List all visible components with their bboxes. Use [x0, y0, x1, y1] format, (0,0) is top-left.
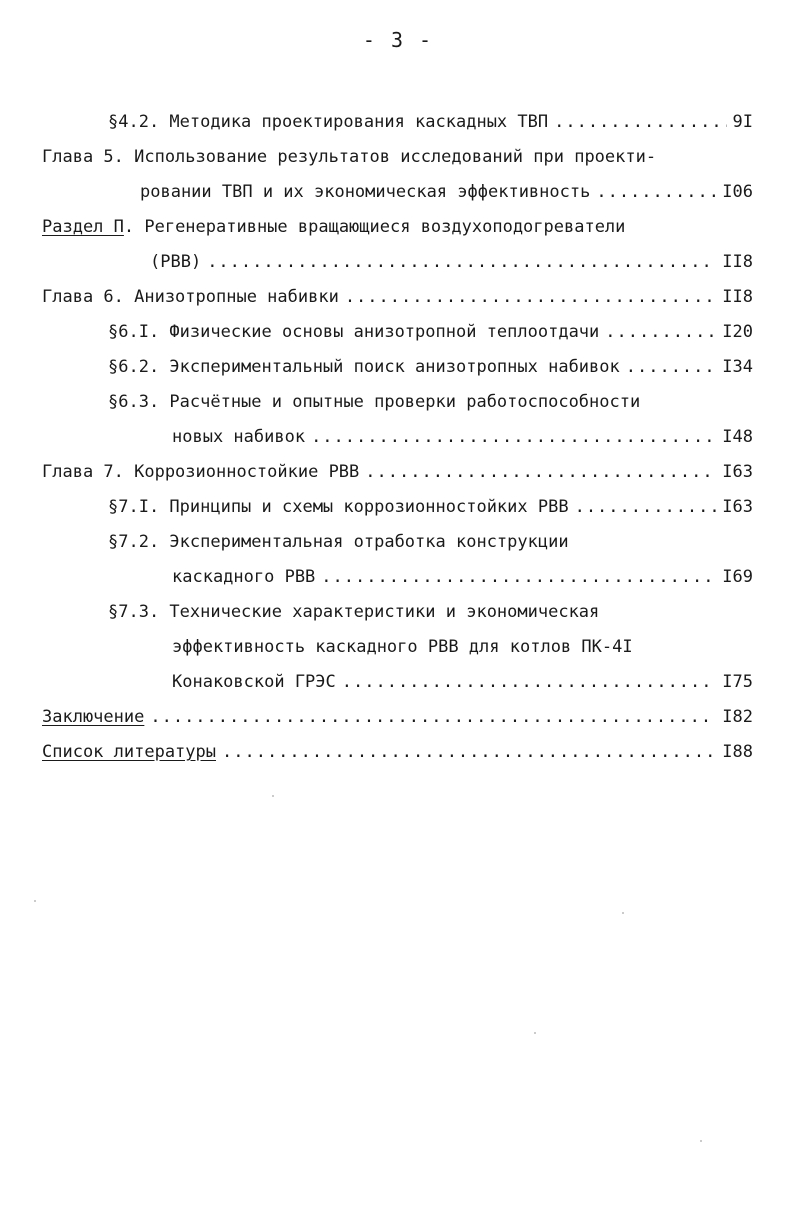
dot-leader [321, 560, 716, 595]
dot-leader [150, 700, 716, 735]
dot-leader [554, 105, 726, 140]
toc-entry-part-2[interactable] [42, 210, 753, 245]
toc-page-number: 9I [732, 112, 753, 132]
toc-entry-text: §7.3. Технические характеристики и экономическая [108, 602, 600, 622]
toc-page-number: I06 [722, 182, 753, 202]
dot-leader [626, 350, 717, 385]
dot-leader [311, 420, 716, 455]
toc-entry-7-3-cont-2[interactable] [172, 665, 753, 700]
toc-entry-text: Глава 6. Анизотропные набивки [42, 287, 339, 307]
toc-page-number: I48 [722, 427, 753, 447]
toc-page-number: I82 [722, 707, 753, 727]
dot-leader [596, 175, 716, 210]
dot-leader [345, 280, 716, 315]
toc-entry-text: . Регенеративные вращающиеся воздухоподогреватели [123, 217, 626, 237]
toc-entry-text: Глава 5. Использование результатов исследований при проекти- [42, 147, 657, 167]
toc-entry-text: §7.2. Экспериментальная отработка конструкции [108, 532, 569, 552]
dot-leader [365, 455, 716, 490]
toc-entry-7-3[interactable] [108, 595, 753, 630]
toc-entry-text: Конаковской ГРЭС [172, 672, 336, 692]
toc-entry-6-3-cont[interactable] [172, 420, 753, 455]
toc-page-number: I69 [722, 567, 753, 587]
toc-entry-7-2-cont[interactable] [172, 560, 753, 595]
toc-entry-7-2[interactable] [108, 525, 753, 560]
toc-entry-text: ровании ТВП и их экономическая эффективность [140, 182, 591, 202]
toc-page-number: I88 [722, 742, 753, 762]
toc-section-label: Раздел П [42, 217, 124, 237]
toc-page-number: I20 [722, 322, 753, 342]
scan-speck [534, 1032, 536, 1034]
toc-entry-6-2[interactable] [108, 350, 753, 385]
toc-entry-text: §6.3. Расчётные и опытные проверки работоспособности [108, 392, 641, 412]
toc-entry-chapter-5-cont[interactable] [140, 175, 753, 210]
toc-entry-part-2-cont[interactable] [150, 245, 753, 280]
toc-entry-text: новых набивок [172, 427, 306, 447]
toc-page-number: II8 [722, 252, 753, 272]
toc-entry-7-1[interactable] [108, 490, 753, 525]
toc-entry-chapter-6[interactable] [42, 280, 753, 315]
dot-leader [222, 735, 716, 770]
toc-entry-4-2[interactable] [108, 105, 753, 140]
toc-page-number: II8 [722, 287, 753, 307]
scan-speck [700, 1140, 702, 1142]
toc-page-number: I34 [722, 357, 753, 377]
dot-leader [575, 490, 717, 525]
dot-leader [342, 665, 717, 700]
toc-entry-6-3[interactable] [108, 385, 753, 420]
scan-speck [622, 912, 624, 914]
toc-entry-text: каскадного РВВ [172, 567, 316, 587]
toc-entry-chapter-7[interactable] [42, 455, 753, 490]
toc-section-label: Заключение [42, 707, 145, 727]
toc-section-label: Список литературы [42, 742, 216, 762]
toc-entry-text: §6.2. Экспериментальный поиск анизотропных набивок [108, 357, 620, 377]
toc-entry-7-3-cont[interactable] [172, 630, 753, 665]
toc-page-number: I63 [722, 497, 753, 517]
page-number: - 3 - [362, 28, 434, 52]
toc-page-number: I75 [722, 672, 753, 692]
toc-entry-conclusion[interactable] [42, 700, 753, 735]
toc-entry-chapter-5[interactable] [42, 140, 753, 175]
toc-entry-text: Глава 7. Коррозионностойкие РВВ [42, 462, 360, 482]
scan-speck [272, 795, 274, 797]
toc-entry-text: §7.I. Принципы и схемы коррозионностойких РВВ [108, 497, 569, 517]
scan-speck [34, 900, 36, 902]
toc-entry-text: §4.2. Методика проектирования каскадных ТВП [108, 112, 549, 132]
toc-page-number: I63 [722, 462, 753, 482]
toc-entry-text: эффективность каскадного РВВ для котлов ПК-4I [172, 637, 633, 657]
toc-entry-text: (РВВ) [150, 252, 202, 272]
toc-entry-6-1[interactable] [108, 315, 753, 350]
dot-leader [207, 245, 716, 280]
toc-entry-text: §6.I. Физические основы анизотропной теплоотдачи [108, 322, 600, 342]
dot-leader [605, 315, 716, 350]
toc-entry-references[interactable] [42, 735, 753, 770]
